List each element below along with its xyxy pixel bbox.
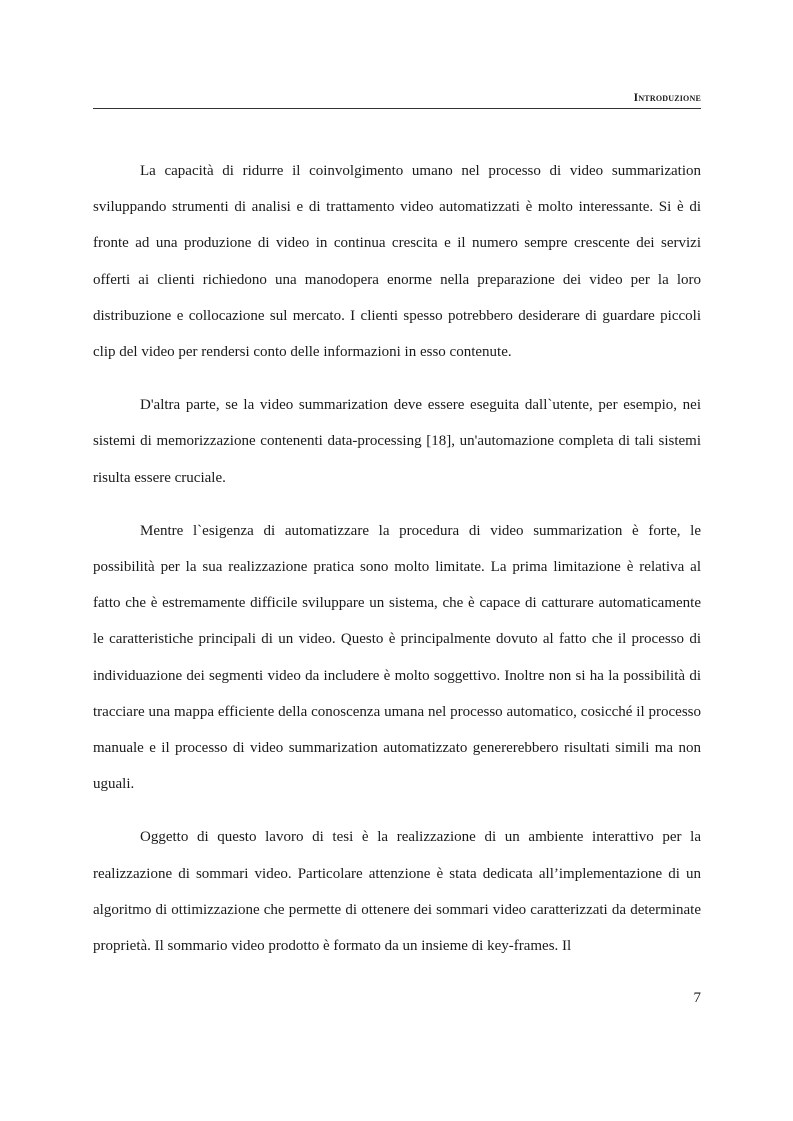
paragraph: Mentre l`esigenza di automatizzare la procedura di video summarization è forte, le possibilità per la sua realizzazione pratica sono molto limitate. La prima limitazione è relativa al fatto che è estremamente difficile sviluppare un sistema, che è capace di catturare automaticamente le caratteristiche principali di un video. Questo è principalmente dovuto al fatto che il processo di individuazione dei segmenti video da includere è molto soggettivo. Inoltre non si ha la possibilità di tracciare una mappa efficiente della conoscenza umana nel processo automatico, cosicché il processo manuale e il processo di video summarization automatizzato genererebbero risultati simili ma non uguali. bbox=[93, 522, 701, 793]
body-text bbox=[93, 153, 701, 964]
paragraph: Oggetto di questo lavoro di tesi è la realizzazione di un ambiente interattivo per la realizzazione di sommari video. Particolare attenzione è stata dedicata all’implementazione di un algoritmo di ottimizzazione che permette di ottenere dei sommari video caratterizzati da determinate proprietà. Il sommario video prodotto è formato da un insieme di key-frames. Il bbox=[93, 829, 701, 955]
paragraph: D'altra parte, se la video summarization deve essere eseguita dall`utente, per esempio, nei sistemi di memorizzazione contenenti data-processing [18], un'automazione completa di tali sistemi risulta essere cruciale. bbox=[93, 397, 701, 486]
paragraph: La capacità di ridurre il coinvolgimento umano nel processo di video summarization sviluppando strumenti di analisi e di trattamento video automatizzati è molto interessante. Si è di fronte ad una produzione di video in continua crescita e il numero sempre crescente dei servizi offerti ai clienti richiedono una manodopera enorme nella preparazione dei video per la loro distribuzione e collocazione sul mercato. I clienti spesso potrebbero desiderare di guardare piccoli clip del video per rendersi conto delle informazioni in esso contenute. bbox=[93, 163, 701, 361]
header-title: Introduzione bbox=[633, 92, 701, 104]
running-header bbox=[93, 88, 701, 109]
page-number: 7 bbox=[693, 990, 701, 1006]
